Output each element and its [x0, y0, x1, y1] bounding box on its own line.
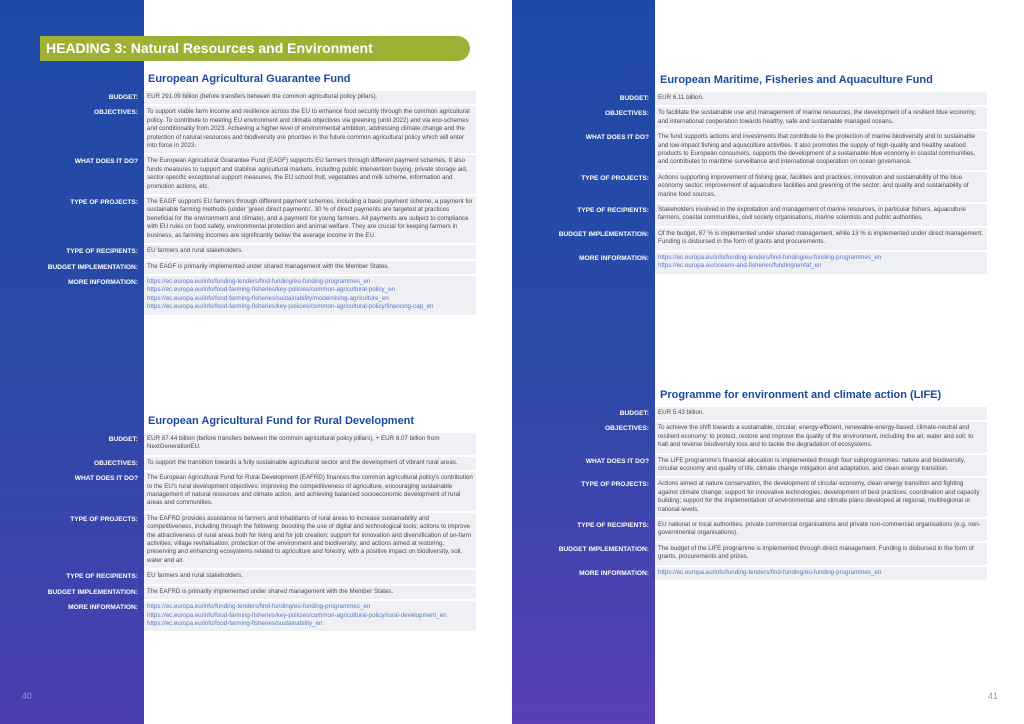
row-type-of-recipients [512, 519, 987, 541]
links-list [144, 601, 476, 631]
row-budget-implementation [512, 543, 987, 565]
page-number: 40 [22, 691, 33, 701]
row-type-of-projects [0, 196, 476, 243]
row-value: EUR 291.09 billion (before transfers between the common agricultural policy pillars). [144, 91, 476, 104]
row-label: TYPE OF PROJECTS: [70, 515, 138, 523]
more-info-link[interactable]: https://ec.europa.eu/info/funding-tenders/find-funding/eu-funding-programmes_en [658, 253, 882, 261]
row-label: BUDGET: [108, 436, 138, 443]
row-label: MORE INFORMATION: [579, 569, 649, 577]
row-value: EU national or local authorities, private commercial organisations and private non-commercial organisations (e.g. non-governmental organisations). [655, 519, 987, 541]
row-label: MORE INFORMATION: [68, 278, 138, 286]
row-type-of-projects [512, 172, 987, 202]
row-budget [512, 92, 987, 105]
section-title: Programme for environment and climate action (LIFE) [660, 389, 942, 401]
section-title: European Agricultural Guarantee Fund [148, 73, 351, 85]
row-value: To achieve the shift towards a sustainable, circular, energy-efficient, renewable-energy-based, climate-neutral and resilient economy; to protect, restore and improve the quality of the environment, including the air, water and soil; to halt and reverse biodiversity loss and to tackle the degradation of ecosystems. [655, 422, 987, 452]
links-list [655, 567, 987, 580]
row-value: The EAFRD is primarily implemented under shared management with the Member States. [144, 586, 476, 599]
row-type-of-projects [512, 478, 987, 517]
row-value: The European Agricultural Guarantee Fund (EAGF) supports EU farmers through different payment schemes. It also funds measures to support and stabilise agricultural markets, including public intervention buying, private storage aid, sector-specific exceptional support measures, the EU school fruit, vegetables and milk scheme, information and promotion actions, etc. [144, 155, 476, 194]
section-title: European Maritime, Fisheries and Aquaculture Fund [660, 74, 933, 86]
more-info-link[interactable]: https://ec.europa.eu/info/food-farming-fisheries/key-policies/common-agricultural-policy/financing-cap_en [147, 303, 434, 311]
row-label: TYPE OF RECIPIENTS: [66, 248, 138, 256]
right-page [512, 0, 1024, 724]
row-value: Of the budget, 87 % is implemented under shared management, while 13 % is implemented under direct management. Funding is disbursed in the form of grants and procurements. [655, 228, 987, 250]
row-value: The EAGF supports EU farmers through different payment schemes, including a basic payment scheme, a payment for sustainable farming methods (under 'green direct payments', 30 % of direct payments are targeted at practices beneficial for the environment and climate), and a payment for young farmers. All payments are subject to compliance with EU rules on food safety, environmental protection and animal welfare. They are crucial for keeping farmers in business, as farming incomes are significantly below the average income in the EU. [144, 196, 476, 243]
row-label: WHAT DOES IT DO? [585, 134, 649, 142]
row-label: TYPE OF PROJECTS: [581, 481, 649, 489]
row-label: TYPE OF PROJECTS: [70, 199, 138, 207]
section-title: European Agricultural Fund for Rural Development [148, 415, 415, 427]
row-label: MORE INFORMATION: [68, 604, 138, 612]
row-label: BUDGET IMPLEMENTATION: [47, 263, 138, 271]
heading-banner: HEADING 3: Natural Resources and Environment [40, 36, 470, 61]
row-objectives [512, 422, 987, 452]
links-list [655, 252, 987, 274]
row-label: OBJECTIVES: [94, 459, 138, 467]
row-label: BUDGET: [619, 95, 649, 102]
row-value: To facilitate the sustainable use and management of marine resources, the development of a resilient blue economy, and international cooperation towards healthy, safe and sustainable managed oceans. [655, 107, 987, 129]
row-budget [512, 407, 987, 420]
row-what-does-it-do [512, 455, 987, 477]
row-budget-implementation [0, 586, 476, 599]
row-label: BUDGET IMPLEMENTATION: [558, 545, 649, 553]
row-label: OBJECTIVES: [605, 110, 649, 118]
row-label: BUDGET: [619, 410, 649, 417]
row-type-of-recipients [0, 245, 476, 258]
row-label: TYPE OF RECIPIENTS: [66, 573, 138, 581]
row-value: To support viable farm income and resilience across the EU to enhance food security through the common agricultural policy. To contribute to meeting EU environment and climate objectives via greening (until 2022) and via eco-schemes and conditionality from 2023. Achieving a higher level of environmental ambition, addressing climate change and the protection of natural resources and biodiversity are priorities in the future common agricultural policy which will enter into force in 2023. [144, 106, 476, 153]
row-what-does-it-do [512, 131, 987, 170]
more-info-link[interactable]: https://ec.europa.eu/info/funding-tenders/find-funding/eu-funding-programmes_en [658, 568, 882, 576]
more-info-link[interactable]: https://ec.europa.eu/info/funding-tenders/find-funding/eu-funding-programmes_en [147, 603, 371, 611]
row-label: BUDGET IMPLEMENTATION: [47, 588, 138, 596]
links-list [144, 276, 476, 315]
row-label: MORE INFORMATION: [579, 254, 649, 262]
row-budget [0, 433, 476, 455]
row-value: EUR 5.43 billion. [655, 407, 987, 420]
row-label: WHAT DOES IT DO? [585, 457, 649, 465]
row-more-information [0, 276, 476, 315]
row-label: OBJECTIVES: [605, 425, 649, 433]
row-value: EUR 87.44 billion (before transfers between the common agricultural policy pillars), + EUR 8.07 billion from NextGenerationEU. [144, 433, 476, 455]
row-more-information [512, 252, 987, 274]
more-info-link[interactable]: https://ec.europa.eu/info/food-farming-fisheries/sustainability_en [147, 619, 323, 627]
row-value: To support the transition towards a fully sustainable agricultural sector and the development of vibrant rural areas. [144, 457, 476, 470]
row-what-does-it-do [0, 472, 476, 511]
row-type-of-projects [0, 513, 476, 568]
row-value: The LIFE programme's financial allocation is implemented through four subprogrammes: nature and biodiversity, circular economy and quality of life, climate change mitigation and adaptation, and clean energy transition. [655, 455, 987, 477]
row-value: EU farmers and rural stakeholders. [144, 245, 476, 258]
row-budget-implementation [512, 228, 987, 250]
row-label: TYPE OF RECIPIENTS: [577, 522, 649, 530]
more-info-link[interactable]: https://ec.europa.eu/info/food-farming-fisheries/sustainability/modernising-agriculture_en [147, 294, 389, 302]
section-emfaf [512, 73, 987, 276]
more-info-link[interactable]: https://ec.europa.eu/info/funding-tenders/find-funding/eu-funding-programmes_en [147, 277, 371, 285]
row-what-does-it-do [0, 155, 476, 194]
section-eafrd [0, 414, 476, 633]
more-info-link[interactable]: https://ec.europa.eu/info/food-farming-fisheries/key-policies/common-agricultural-policy/rural-development_en [147, 611, 447, 619]
row-value: The EAFRD provides assistance to farmers and inhabitants of rural areas to increase sustainability and competitiveness, including through the following: boosting the use of digital and technological tools; actions to improve the attractiveness of rural areas both for living and for job creation; support for innovation and diversification of on-farm activities; village revitalisation; protection of the environment and biodiversity; and actions aimed at restoring, preserving and enhancing ecosystems related to agriculture and forestry, with a positive impact on biodiversity, soil, water and air. [144, 513, 476, 568]
row-value: The EAGF is primarily implemented under shared management with the Member States. [144, 261, 476, 274]
row-objectives [0, 457, 476, 470]
row-value: EUR 6.11 billion. [655, 92, 987, 105]
row-label: BUDGET: [108, 94, 138, 101]
row-value: Stakeholders involved in the exploitation and management of marine resources, in particular fishers, aquaculture farmers, coastal communities, civil society organisations, marine scientists and public authorities. [655, 204, 987, 226]
row-more-information [0, 601, 476, 631]
section-eagf [0, 72, 476, 317]
row-objectives [0, 106, 476, 153]
row-label: TYPE OF PROJECTS: [581, 174, 649, 182]
row-value: The fund supports actions and investments that contribute to the protection of marine biodiversity and to sustainable and low-impact fishing and aquaculture activities. It also promotes the supply of high-quality and healthy seafood products to European consumers, supports the development of a sustainable blue economy in coastal communities, and contributes to maritime surveillance and international cooperation on ocean governance. [655, 131, 987, 170]
row-budget [0, 91, 476, 104]
row-value: Actions aimed at nature conservation, the development of circular economy, clean energy transition and fighting against climate change; support for innovative technologies; development of best practices; coordination and capacity building; support for the implementation of environmental and climate plans developed at regional, multiregional or national levels. [655, 478, 987, 517]
more-info-link[interactable]: https://ec.europa.eu/oceans-and-fisheries/funding/emfaf_en [658, 262, 822, 270]
row-budget-implementation [0, 261, 476, 274]
row-value: The budget of the LIFE programme is implemented through direct management. Funding is disbursed in the form of grants, procurements and prizes. [655, 543, 987, 565]
section-life [512, 388, 987, 582]
row-type-of-recipients [512, 204, 987, 226]
row-label: WHAT DOES IT DO? [74, 475, 138, 483]
row-value: EU farmers and rural stakeholders. [144, 570, 476, 583]
row-value: The European Agricultural Fund for Rural Development (EAFRD) finances the common agricultural policy's contribution to the EU's rural development objectives: improving the competitiveness of agriculture, encouraging sustainable management of natural resources and climate action, and achieving balanced socioeconomic development of rural areas and communities. [144, 472, 476, 511]
row-label: OBJECTIVES: [94, 109, 138, 117]
row-label: TYPE OF RECIPIENTS: [577, 207, 649, 215]
row-label: BUDGET IMPLEMENTATION: [558, 230, 649, 238]
row-objectives [512, 107, 987, 129]
page-number: 41 [988, 691, 999, 701]
more-info-link[interactable]: https://ec.europa.eu/info/food-farming-fisheries/key-policies/common-agricultural-policy_en [147, 286, 395, 294]
row-value: Actions supporting improvement of fishing gear, facilities and practices; innovation and sustainability of the blue economy sector; improvement of aquaculture facilities and greening of the sector; and quality and sustainability of marine food sources. [655, 172, 987, 202]
row-type-of-recipients [0, 570, 476, 583]
row-label: WHAT DOES IT DO? [74, 158, 138, 166]
row-more-information [512, 567, 987, 580]
